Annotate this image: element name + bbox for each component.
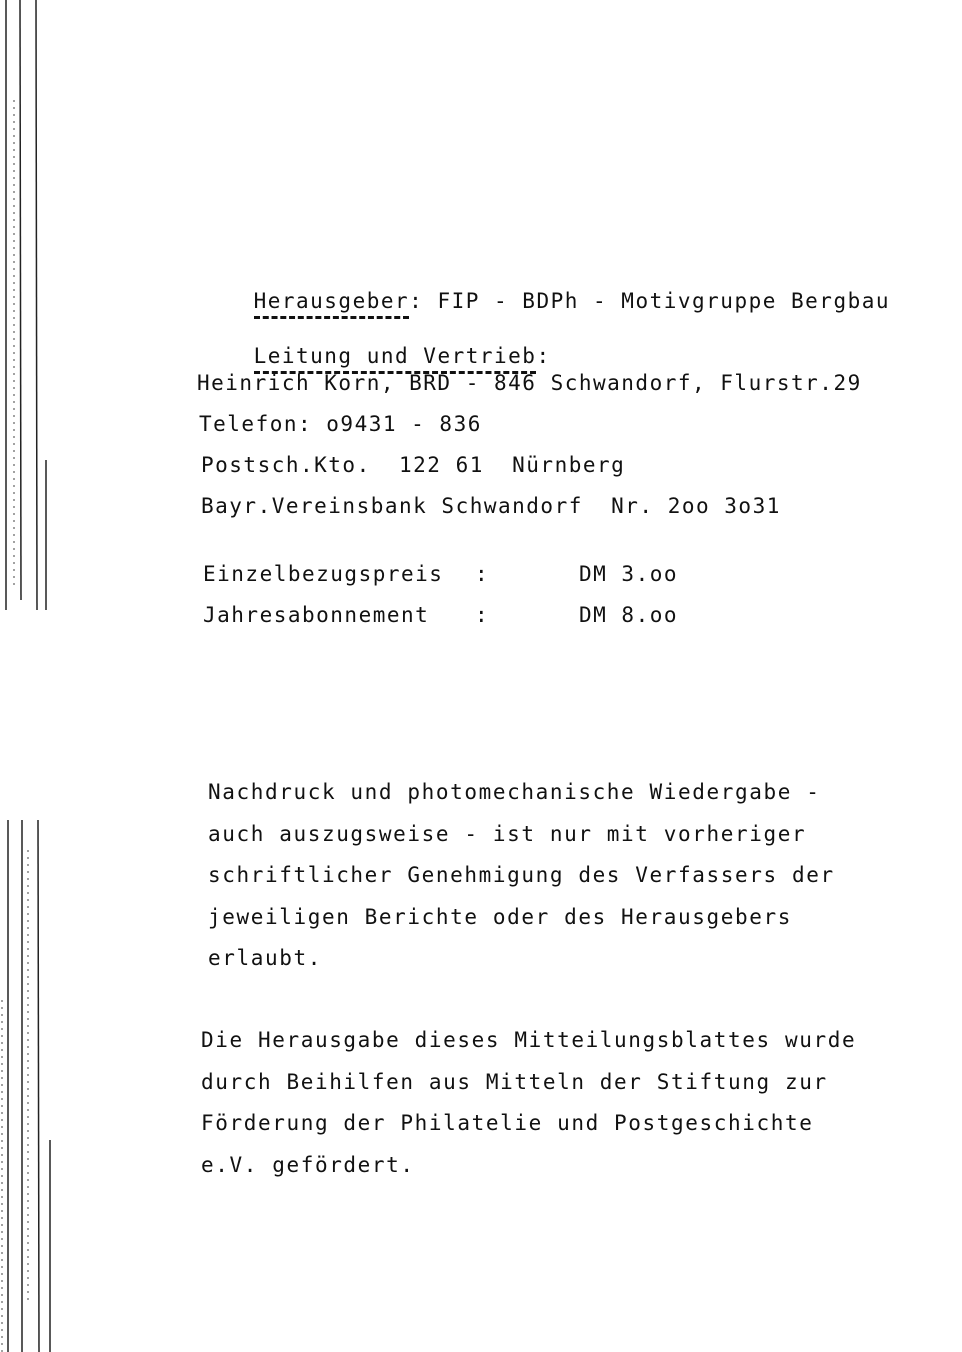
publisher-label: Herausgeber — [254, 288, 410, 319]
bank-line: Bayr.Vereinsbank Schwandorf Nr. 2oo 3o31 — [201, 494, 781, 518]
price-label: Einzelbezugspreis — [203, 562, 444, 586]
reprint-notice-line: auch auszugsweise - ist nur mit vorheriger — [208, 821, 807, 846]
price-row-annual — [203, 602, 763, 628]
funding-notice-line: Förderung der Philatelie und Postgeschichte — [201, 1111, 814, 1135]
scan-edge-artifacts — [0, 0, 60, 1352]
price-colon: : — [475, 562, 490, 586]
reprint-notice-line: erlaubt. — [208, 946, 322, 970]
funding-notice — [201, 1020, 856, 1186]
price-value: DM 8.oo — [579, 603, 679, 627]
postal-account-line: Postsch.Kto. 122 61 Nürnberg — [201, 453, 626, 477]
price-label: Jahresabonnement — [203, 603, 430, 627]
management-colon: : — [536, 344, 551, 368]
publisher-value: : FIP - BDPh - Motivgruppe Bergbau — [409, 289, 891, 313]
reprint-notice-line: Nachdruck und photomechanische Wiedergabe - — [208, 780, 821, 804]
funding-notice-line: e.V. gefördert. — [201, 1152, 415, 1177]
reprint-notice-line: jeweiligen Berichte oder des Herausgebers — [208, 904, 792, 929]
funding-notice-line: durch Beihilfen aus Mitteln der Stiftung zur — [201, 1069, 828, 1094]
phone-line: Telefon: o9431 - 836 — [199, 412, 482, 436]
reprint-notice — [208, 772, 835, 980]
funding-notice-line: Die Herausgabe dieses Mitteilungsblattes wurde — [201, 1028, 857, 1052]
price-value: DM 3.oo — [579, 562, 679, 586]
price-row-single — [203, 561, 763, 587]
address-line: Heinrich Korn, BRD - 846 Schwandorf, Flurstr.29 — [197, 371, 862, 395]
price-colon: : — [475, 603, 490, 627]
management-label: Leitung und Vertrieb — [254, 343, 537, 374]
reprint-notice-line: schriftlicher Genehmigung des Verfassers der — [208, 863, 835, 887]
